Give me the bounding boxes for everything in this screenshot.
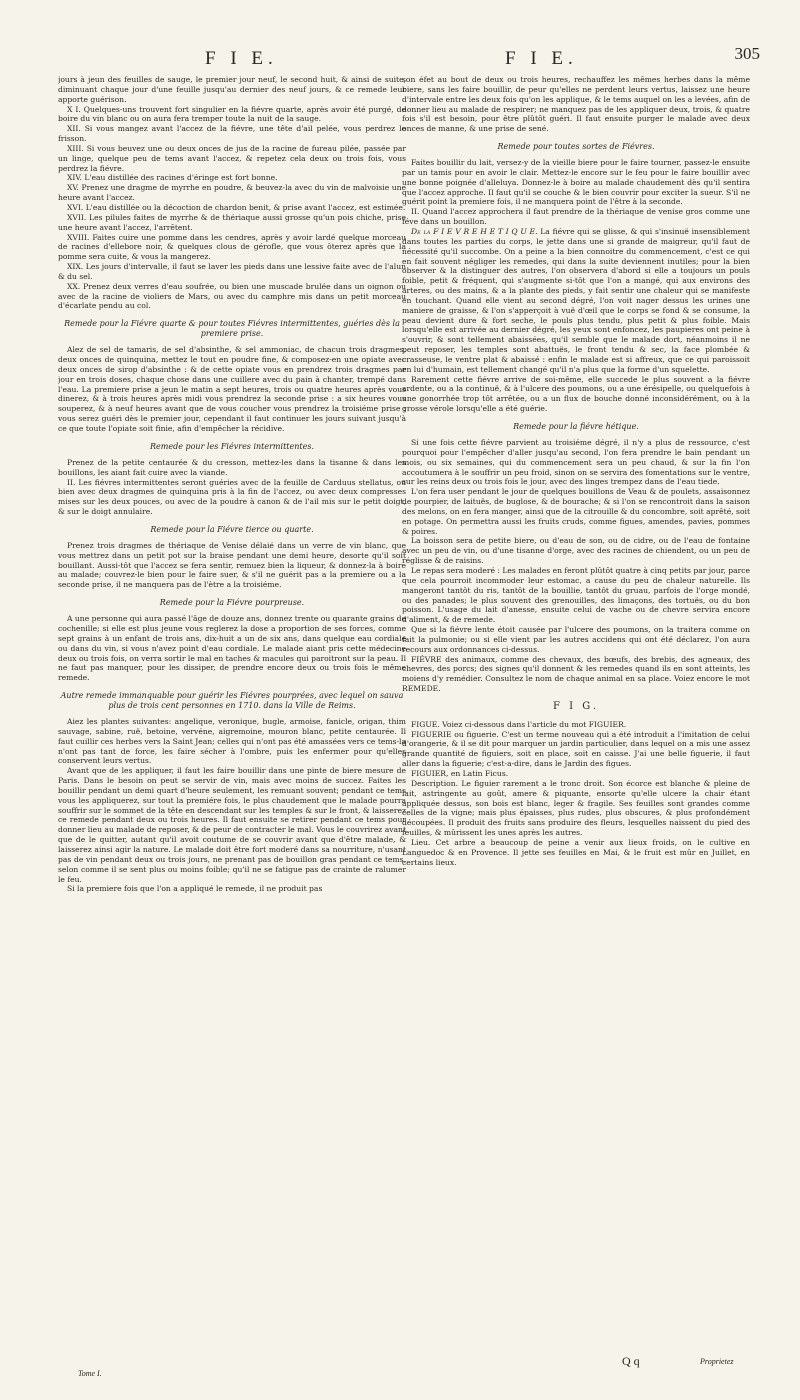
section-heading: Remede pour la Fiévre tierce ou quarte.: [150, 524, 314, 534]
section-heading: Remede pour la Fiévre pourpreuse.: [159, 598, 305, 608]
section-heading: Remede pour la Fiévre quarte & pour toutes Fiévres intermittentes, guéries dès la premiere prise.: [64, 319, 400, 339]
paragraph: II. Les fiévres intermittentes seront guéries avec de la feuille de Carduus stellatus, ou bien avec deux dragmes de quinquina pris à la fin de l'accez, ou avec deux compresses mises sur les deux pouces, ou avec de la poudre à canon & de l'ail mis sur le petit doigt, & sur le doigt annulaire.: [58, 477, 406, 517]
paragraph: XIX. Les jours d'intervalle, il faut se laver les pieds dans une lessive faite avec de l'alun & du sel.: [58, 262, 406, 281]
paragraph: Le repas sera moderé : Les malades en feront plûtôt quatre à cinq petits par jour, parce que cela pourroit incommoder leur estomac, a cause du peu de chaleur naturelle. Ils mangeront tantôt du ris, tantôt de la bouillie, tantôt du gruau, parfois de l'orge mondé, ou des panades; le plus souvent des grenouilles, des limaçons, des tortuës, ou du bon poisson. L'usage du lait d'anesse, ensuite celui de vache ou de chevre servira encore d'aliment, & de remede.: [402, 565, 750, 625]
paragraph: XVIII. Faites cuire une pomme dans les cendres, après y avoir lardé quelque morceau de racines d'ellebore noir, & quelques clous de gérofle, que vous ôterez après que la pomme sera cuite, & vous la mangerez.: [58, 232, 406, 262]
signature-mark: Q q: [622, 1354, 640, 1368]
paragraph: Si la premiere fois que l'on a appliqué le remede, il ne produit pas: [67, 884, 323, 894]
paragraph: XV. Prenez une dragme de myrrhe en poudre, & beuvez-la avec du vin de malvoisie une heure avant l'accez.: [58, 183, 406, 203]
paragraph: [402, 227, 750, 375]
section-heading: Remede pour les Fiévres intermittentes.: [150, 441, 314, 451]
section-heading: Remede pour toutes sortes de Fiévres.: [497, 142, 655, 152]
paragraph: XVI. L'eau distillée ou la décoction de chardon benit, & prise avant l'accez, est estimée.: [67, 202, 406, 212]
page-number: 305: [734, 44, 760, 63]
paragraph-text: La fiévre qui se glisse, & qui s'insinuë insensiblement dans toutes les parties du corps, le jette dans une si grande de maigreur, qu'il faut de nécessité qu'il succombe. On a peine a la bien connoitre du commencement, c'est ce qui en fait souvent négliger les remedes, qui dans la suite deviennent inutiles; pour la bien observer & la distinguer des autres, l'on observera d'abord si elle a toujours un pouls foible, petit & fréquent, qui s'augmente si-tôt que l'on a mangé, qui aux environs des arteres, ou des mains, & a la plante des pieds, y fait sentir une chaleur qui se manifeste en touchant. Quand elle vient au second dégré, l'on voit nager dessus les urines une maniere de graisse, & l'on s'apperçoit à vuë d'œil que le corps se fond & se consume, la peau devient dure & fort seche, le pouls plus tendu, plus petit & plus foible. Mais lorsqu'elle est arrivée au dernier dégré, les yeux sont enfoncez, les paupieres ont peine à s'ouvrir, & sont tellement abaissées, qu'il semble que le malade dort, néanmoins il ne peut reposer, les temples sont abattuës, le front tendu & sec, la face plombée & crasseuse, le ventre plat & abaissé : enfin le malade est si affreux, que ce qui paroissoit en lui d'humain, est tellement changé qu'il n'a plus que la forme d'un squelette.: [402, 226, 750, 374]
paragraph: son éfet au bout de deux ou trois heures, rechauffez les mêmes herbes dans la même biere, sans les faire bouillir, de peur qu'elles ne perdent leurs vertus, laissez une heure d'intervale entre les deux fois qu'on les applique, & le tems auquel on les a levées, afin de donner lieu au malade de respirer; ne manquez pas de les appliquer deux, trois, & quatre fois s'il est besoin, pour être plûtôt guéri. Il faut ensuite purger le malade avec deux onces de manne, & une prise de sené.: [402, 75, 750, 134]
paragraph: XIII. Si vous beuvez une ou deux onces de jus de la racine de fureau pilée, passée par un linge, quelque peu de tems avant l'accez, & repetez cela deux ou trois fois, vous perdrez la fiévre.: [58, 143, 406, 173]
catchword: Proprietez: [700, 1357, 734, 1366]
paragraph: Alez de sel de tamaris, de sel d'absinthe, & sel ammoniac, de chacun trois dragmes, deux onces de quinquina, mettez le tout en poudre fine, & composez-en une opiate avec deux onces de sirop d'absinthe : & de cette opiate vous en prendrez trois dragmes par jour en trois doses, chaque chose dans une cuillere avec du pain à chanter, trempé dans l'eau. La premiere prise a jeun le matin a sept heures, trois ou quatre heures après vous dinerez, & à trois heures après midi vous prendrez la seconde prise : a six heures vous souperez, & à neuf heures avant que de vous coucher vous prendrez la troisiéme prise ; vous serez guéri dès le premier jour, cependant il faut continuer les jours suivant jusqu'à ce que toute l'opiate soit finie, afin d'empêcher la récidive.: [58, 345, 406, 433]
paragraph: Prenez trois dragmes de thériaque de Venise délaié dans un verre de vin blanc, que vous mettrez dans un petit pot sur la braise pendant une demi heure, desorte qu'il soit bouillant. Aussi-tôt que l'accez se fera sentir, remuez bien la liqueur, & donnez-la à boire au malade; couvrez-le bien pour le faire suer, & s'il ne guérit pas a la premiere ou a la seconde prise, il ne manquera pas de l'ètre a la troisiéme.: [58, 540, 406, 590]
section-heading: Autre remede immanquable pour guérir les Fiévres pourprées, avec lequel on sauva plus de trois cent personnes en 1710. dans la Ville de Reims.: [60, 691, 404, 711]
paragraph: FIGUERIE ou figuerie. C'est un terme nouveau qui a été introduit a l'imitation de celui d'orangerie, & il se dit pour marquer un jardin particulier, dans lequel on a mis une assez grande quantité de figuiers, soit en place, soit en caisse. J'ai une belle figuerie, il faut aller dans la figuerie; c'est-a-dire, dans le Jardin des figues.: [402, 729, 750, 769]
paragraph-lead: De la F I E V R E H E T I Q U E.: [411, 226, 538, 236]
paragraph: XX. Prenez deux verres d'eau soufrée, ou bien une muscade brulée dans un oignon ou avec de la racine de violiers de Mars, ou avec du camphre mis dans un petit morceau d'écarlate pendu au col.: [58, 281, 406, 311]
paragraph: X I. Quelques-uns trouvent fort singulier en la fiévre quarte, après avoir été purgé, de boire du vin blanc ou on aura fera tremper toute la nuit de la sauge.: [58, 104, 406, 124]
paragraph: Prenez de la petite centaurée & du cresson, mettez-les dans la tisanne & dans les bouillons, les aiant fait cuire avec la viande.: [58, 457, 406, 477]
running-head-left: F I E.: [205, 48, 278, 69]
paragraph: La boisson sera de petite biere, ou d'eau de son, ou de cidre, ou de l'eau de fontaine avec un peu de vin, ou d'une tisanne d'orge, avec des racines de chiendent, ou un peu de réglisse & de raisins.: [402, 536, 750, 566]
left-column: [58, 75, 406, 1365]
paragraph: Rarement cette fiévre arrive de soi-même, elle succede le plus souvent a la fiévre ardente, ou a la continuë, & à l'ulcere des poumons, ou a une érésipelle, ou quelquefois à une gonorrhée trop tôt arrêtée, ou a un flux de bouche donné inconsidérément, ou à la grosse vérole lorsqu'elle a été guérie.: [402, 374, 750, 414]
section-title: F I G.: [552, 700, 600, 712]
paragraph: FIGUE. Voiez ci-dessous dans l'article du mot FIGUIER.: [411, 719, 627, 729]
paragraph: Avant que de les appliquer, il faut les faire bouillir dans une pinte de biere mesure de Paris. Dans le besoin on peut se servir de vin, mais avec moins de succez. Faites les bouillir pendant un demi quart d'heure seulement, les remuant souvent; pendant ce tems vous les appliquerez, sur tout la premiére fois, le plus chaudement que le malade pourra souffrir sur le sommet de la tête en descendant sur les temples & sur le front, & laisserez ce remede pendant deux ou trois heures. Il faut ensuite se retirer pendant ce tems pour donner lieu au malade de reposer, & de peur de contracter le mal. Vous le couvrirez avant que de le quitter, autant qu'il avoit coutume de se couvrir avant que d'être malade, & laisserez ainsi agir la nature. Le malade doit être fort moderé dans sa nourriture, n'usant pas de vin pendant deux ou trois jours, ne prenant pas de bouillon gras pendant ce tems, selon comme il se sent plus ou moins foible; qu'il ne se fatigue pas de crainte de ralumer le feu.: [58, 766, 406, 884]
paragraph: Que si la fiévre lente étoit causée par l'ulcere des poumons, on la traitera comme on fait la pulmonie; ou si elle vient par les autres accidens qui ont été déclarez, l'on aura recours aux ordonnances ci-dessus.: [402, 625, 750, 654]
paragraph: jours à jeun des feuilles de sauge, le premier jour neuf, le second huit, & ainsi de suite, diminuant chaque jour d'une feuille jusqu'au dernier des neuf jours, & ce remede leur apporte guérison.: [58, 75, 406, 104]
paragraph: Description. Le figuier rarement a le tronc droit. Son écorce est blanche & pleine de lait, astringente au goût, amere & piquante, ensorte qu'elle ulcere la chair étant appliquée dessus, son bois est blanc, leger & fragile. Ses feuilles sont grandes comme celles de la vigne; mais plus épaisses, plus rudes, plus obscures, & plus profondément découpées. Il produit des fruits sans produire des fleurs, lesquelles naissent du pied des feuilles, & mûrissent les unes après les autres.: [402, 778, 750, 838]
paragraph: II. Quand l'accez approchera il faut prendre de la thériaque de venise gros comme une féve dans un bouillon.: [402, 207, 750, 227]
section-heading: Remede pour la fiévre hétique.: [513, 422, 639, 431]
paragraph: XII. Si vous mangez avant l'accez de la fiévre, une tête d'ail pelée, vous perdrez le frisson.: [58, 124, 406, 144]
right-column: [402, 75, 750, 1360]
paragraph: Aiez les plantes suivantes: angelique, veronique, bugle, armoise, fanicle, origan, thim sauvage, sabine, ruë, betoine, vervéne, aigremoine, mouron blanc, petite centaurée. Il faut cuillir ces herbes vers la Saint Jean; celles qui n'ont pas été amassées vers ce tems-la n'ont pas tant de force, les faire sécher à l'ombre, puis les enfermer pour qu'elles conservent leurs vertus.: [58, 717, 406, 766]
volume-label: Tome I.: [78, 1369, 102, 1378]
running-head-right: F I E.: [505, 48, 578, 69]
paragraph: Faites bouillir du lait, versez-y de la vieille biere pour le faire tourner, passez-le ensuite par un tamis pour en avoir le clair. Mettez-le encore sur le feu pour le faire bouillir avec une bonne poignée d'alleluya. Donnez-le à boire au malade chaudement dès qu'il sentira que l'accez approche. Il faut qu'il se couche & le bien couvrir pour exciter la sueur. S'il ne guérit point la premiere fois, il ne manquera point de l'être à la seconde.: [402, 158, 750, 207]
paragraph: A une personne qui aura passé l'âge de douze ans, donnez trente ou quarante grains de cochenille; si elle est plus jeune vous reglerez la dose a proportion de ses forces, comme sept grains à un enfant de trois ans, dix-huit a un de six ans, dans quelque eau cordiale ou dans du vin, si vous n'avez point d'eau cordiale. Le malade aiant pris cette médecine deux ou trois fois, on verra sortir le mal en taches & macules qui paroitront sur la peau. Il ne faut pas manquer, pour les dissiper, de prendre encore deux ou trois fois le même remede.: [58, 614, 406, 683]
paragraph: Lieu. Cet arbre a beaucoup de peine a venir aux lieux froids, on le cultive en Languedoc & en Provence. Il jette ses feuilles en Mai, & le fruit est mûr en Juillet, en certains lieux.: [402, 837, 750, 867]
paragraph: FIÉVRE des animaux, comme des chevaux, des bœufs, des brebis, des agneaux, des chevres, des porcs; des signes qu'il donnent & les remedes quand ils en sont atteints, les moiens d'y remédier. Consultez le nom de chaque animal en sa place. Voiez encore le mot REMEDE.: [402, 654, 750, 694]
paragraph: Si une fois cette fiévre parvient au troisiéme dégré, il n'y a plus de ressource, c'est pourquoi pour l'empêcher d'aller jusqu'au second, l'on fera prendre le bain pendant un mois, ou six semaines, qui du commencement sera un peu chaud, & sur la fin l'on accoutumera à le souffrir un peu froid, sinon on se servira des fomentations sur le ventre, sur les reins deux ou trois fois le jour, avec des linges trempez dans de l'eau tiede.: [402, 438, 750, 487]
paragraph: FIGUIER, en Latin Ficus.: [411, 769, 509, 778]
paragraph: XVII. Les pilules faites de myrrhe & de thériaque aussi grosse qu'un pois chiche, prise une heure avant l'accez, l'arrêtent.: [58, 212, 406, 232]
paragraph: L'on fera user pendant le jour de quelques bouillons de Veau & de poulets, assaisonnez de pourpier, de laituës, de buglose, & de bourache; & si l'on se rencontroit dans la saison des melons, on en fera manger, ainsi que de la citrouille & du concombre, soit aprêté, soit en potage. On permettra aussi les fruits cruds, comme figues, amendes, pavies, pommes & poires.: [402, 487, 750, 536]
paragraph: XIV. L'eau distillée des racines d'éringe est fort bonne.: [67, 173, 278, 183]
